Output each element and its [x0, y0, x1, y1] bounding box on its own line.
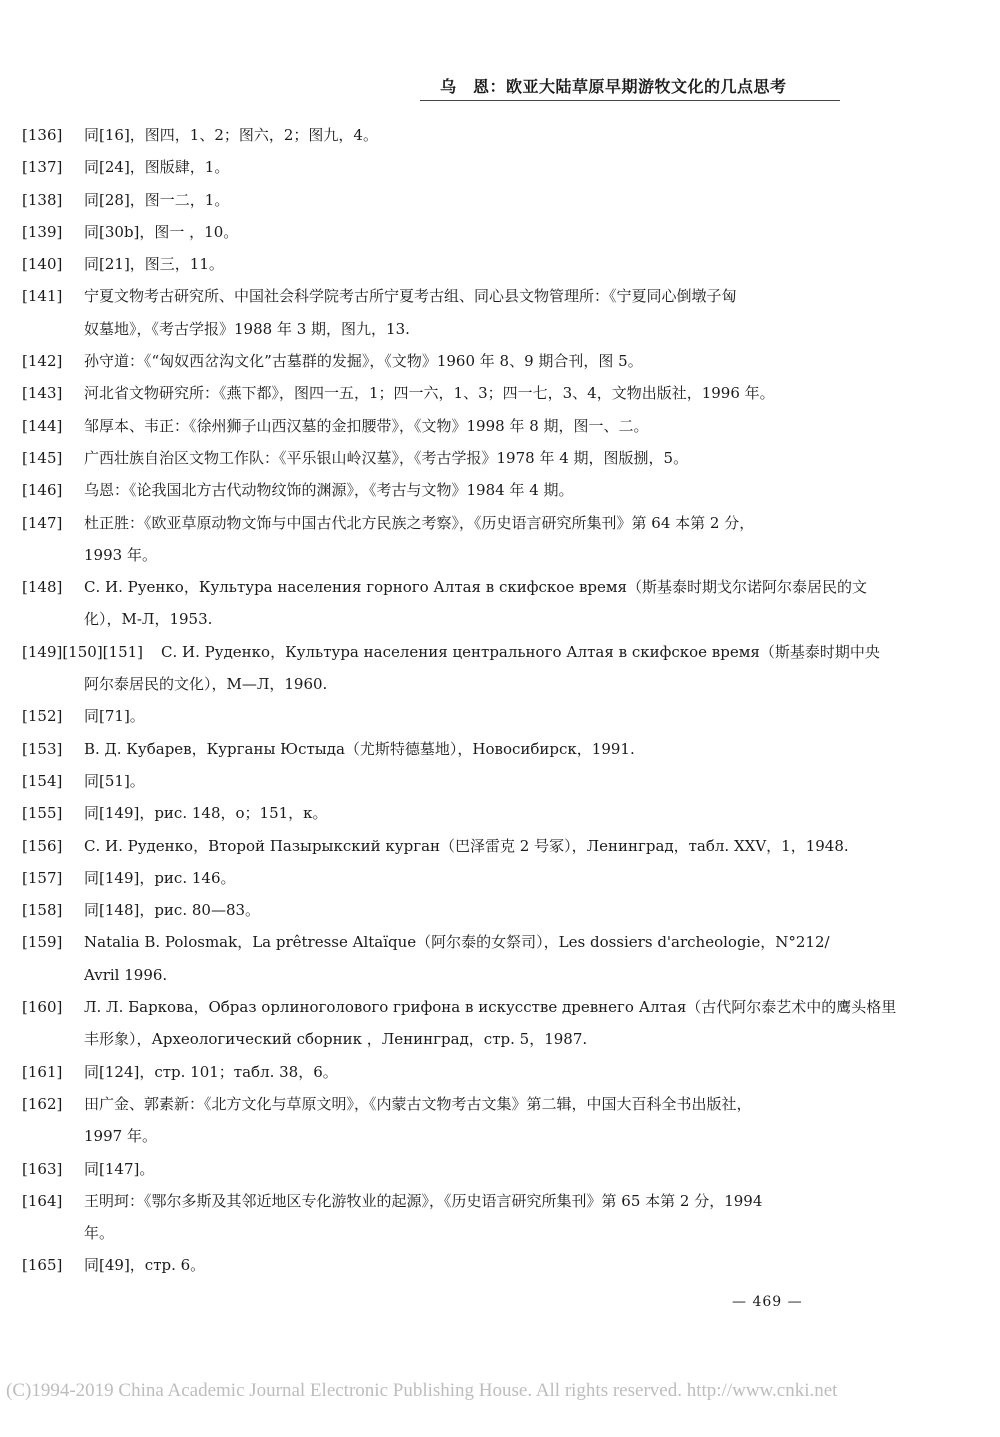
reference-text-line: 同[21]，图三，11。	[84, 255, 224, 274]
reference-text-line: 同[71]。	[84, 707, 145, 726]
reference-number: [142]	[22, 352, 63, 371]
reference-item	[22, 280, 842, 345]
reference-number: [149][150][151]	[22, 642, 144, 661]
reference-item	[22, 765, 842, 797]
reference-number: [154]	[22, 771, 63, 790]
reference-number: [159]	[22, 933, 63, 952]
running-title: 乌 恩：欧亚大陆草原早期游牧文化的几点思考	[440, 77, 787, 96]
reference-number: [146]	[22, 481, 63, 500]
reference-text-line: С. И. Руденко，Второй Пазырыкский курган（巴泽雷克 2 号冢），Ленинград，табл. ⅩⅩⅤ，1，1948.	[84, 836, 849, 855]
reference-item	[22, 733, 842, 765]
reference-text-line: 邹厚本、韦正：《徐州狮子山西汉墓的金扣腰带》，《文物》1998 年 8 期，图一、二。	[84, 416, 649, 435]
reference-number: [158]	[22, 901, 63, 920]
reference-item	[22, 474, 842, 506]
reference-text-line: 同[147]。	[84, 1159, 155, 1178]
reference-item	[22, 830, 849, 862]
reference-number: [141]	[22, 287, 63, 306]
reference-text-line: 同[28]，图一二，1。	[84, 190, 230, 209]
reference-text-line: С. И. Руенко，Культура населения горного Алтая в скифское время（斯基泰时期戈尔诺阿尔泰居民的文	[84, 578, 868, 597]
reference-number: [160]	[22, 998, 63, 1017]
reference-item	[22, 1249, 842, 1281]
reference-item	[22, 1153, 842, 1185]
reference-text-line: 年。	[84, 1224, 115, 1243]
reference-list	[22, 119, 897, 1282]
reference-number: [163]	[22, 1159, 63, 1178]
reference-number: [165]	[22, 1256, 63, 1275]
reference-text-line: 化），М-Л，1953.	[84, 610, 213, 629]
reference-number: [153]	[22, 739, 63, 758]
reference-number: [145]	[22, 448, 63, 467]
reference-item	[22, 119, 842, 151]
reference-number: [162]	[22, 1094, 63, 1113]
reference-text-line: 同[124]，стр. 101；табл. 38，6。	[84, 1062, 338, 1081]
reference-number: [156]	[22, 836, 63, 855]
reference-number: [140]	[22, 255, 63, 274]
reference-text-line: С. И. Руденко，Культура населения центрального Алтая в скифское время（斯基泰时期中央	[161, 642, 880, 661]
reference-number: [143]	[22, 384, 63, 403]
reference-item	[22, 151, 842, 183]
reference-text-line: 宁夏文物考古研究所、中国社会科学院考古所宁夏考古组、同心县文物管理所：《宁夏同心倒墩子匈	[84, 287, 737, 306]
reference-number: [148]	[22, 578, 63, 597]
reference-number: [144]	[22, 416, 63, 435]
reference-item	[22, 410, 842, 442]
reference-number: [152]	[22, 707, 63, 726]
reference-text-line: 王明珂：《鄂尔多斯及其邻近地区专化游牧业的起源》，《历史语言研究所集刊》第 65 本第 2 分，1994	[84, 1191, 763, 1210]
reference-number: [139]	[22, 222, 63, 241]
reference-item	[22, 1088, 842, 1153]
reference-text-line: 孙守道：《“匈奴西岔沟文化”古墓群的发掘》，《文物》1960 年 8、9 期合刊，图 5。	[84, 352, 643, 371]
copyright-watermark: (C)1994-2019 China Academic Journal Electronic Publishing House. All rights reserved. http://www.cnki.net	[6, 1380, 838, 1401]
reference-item	[22, 1185, 842, 1250]
reference-text-line: 同[30b]，图一 ，10。	[84, 222, 239, 241]
reference-text-line: 杜正胜：《欧亚草原动物文饰与中国古代北方民族之考察》，《历史语言研究所集刊》第 64 本第 2 分，	[84, 513, 755, 532]
reference-number: [161]	[22, 1062, 63, 1081]
reference-text-line: Л. Л. Баркова，Образ орлиноголового грифона в искусстве древнего Алтая（古代阿尔泰艺术中的鹰头格里	[84, 998, 897, 1017]
reference-text-line: 同[149]，рис. 146。	[84, 868, 236, 887]
reference-item	[22, 377, 842, 409]
reference-item	[22, 216, 842, 248]
reference-item	[22, 991, 897, 1056]
reference-text-line: 广西壮族自治区文物工作队：《平乐银山岭汉墓》，《考古学报》1978 年 4 期，图版捌，5。	[84, 448, 689, 467]
reference-text-line: 阿尔泰居民的文化），М—Л，1960.	[84, 675, 328, 694]
reference-text-line: 丰形象），Археологический сборник ，Ленинград，стр. 5，1987.	[84, 1030, 588, 1049]
reference-number: [138]	[22, 190, 63, 209]
reference-text-line: 同[51]。	[84, 771, 145, 790]
reference-item	[22, 797, 842, 829]
reference-item	[22, 248, 842, 280]
reference-item	[22, 1056, 842, 1088]
reference-text-line: 1997 年。	[84, 1127, 157, 1146]
reference-number: [136]	[22, 126, 63, 144]
reference-item	[22, 184, 842, 216]
reference-text-line: 同[16]，图四，1、2；图六，2；图九，4。	[84, 126, 378, 144]
reference-text-line: 乌恩：《论我国北方古代动物纹饰的渊源》，《考古与文物》1984 年 4 期。	[84, 481, 574, 500]
header-rule	[420, 100, 840, 101]
reference-text-line: Avril 1996.	[84, 965, 168, 984]
reference-item	[22, 345, 842, 377]
reference-text-line: 同[148]，рис. 80—83。	[84, 901, 261, 920]
reference-text-line: Natalia B. Polosmak，La prêtresse Altaïque（阿尔泰的女祭司），Les dossiers d'archeologie，N°212/	[84, 933, 830, 952]
reference-item	[22, 862, 842, 894]
reference-text-line: 同[24]，图版肆，1。	[84, 158, 230, 177]
reference-item	[22, 926, 842, 991]
reference-number: [137]	[22, 158, 63, 177]
reference-item	[22, 507, 842, 572]
reference-item	[22, 894, 842, 926]
reference-text-line: 奴墓地》，《考古学报》1988 年 3 期，图九，13.	[84, 319, 410, 338]
reference-text-line: В. Д. Кубарев，Курганы Юстыда（尤斯特德墓地），Новосибирск，1991.	[84, 739, 635, 758]
page-number: — 469 —	[732, 1294, 803, 1310]
reference-item	[22, 636, 880, 701]
reference-item	[22, 442, 842, 474]
reference-number: [164]	[22, 1191, 63, 1210]
reference-text-line: 田广金、郭素新：《北方文化与草原文明》，《内蒙古文物考古文集》第二辑，中国大百科全书出版社，	[84, 1094, 752, 1113]
reference-number: [147]	[22, 513, 63, 532]
reference-text-line: 同[49]，стр. 6。	[84, 1256, 206, 1275]
reference-text-line: 1993 年。	[84, 545, 157, 564]
reference-number: [155]	[22, 804, 63, 823]
reference-number: [157]	[22, 868, 63, 887]
reference-text-line: 同[149]，рис. 148，о；151，к。	[84, 804, 328, 823]
reference-item	[22, 571, 868, 636]
reference-text-line: 河北省文物研究所：《燕下都》，图四一五，1；四一六，1、3；四一七，3、4，文物出版社，1996 年。	[84, 384, 775, 403]
reference-item	[22, 700, 842, 732]
